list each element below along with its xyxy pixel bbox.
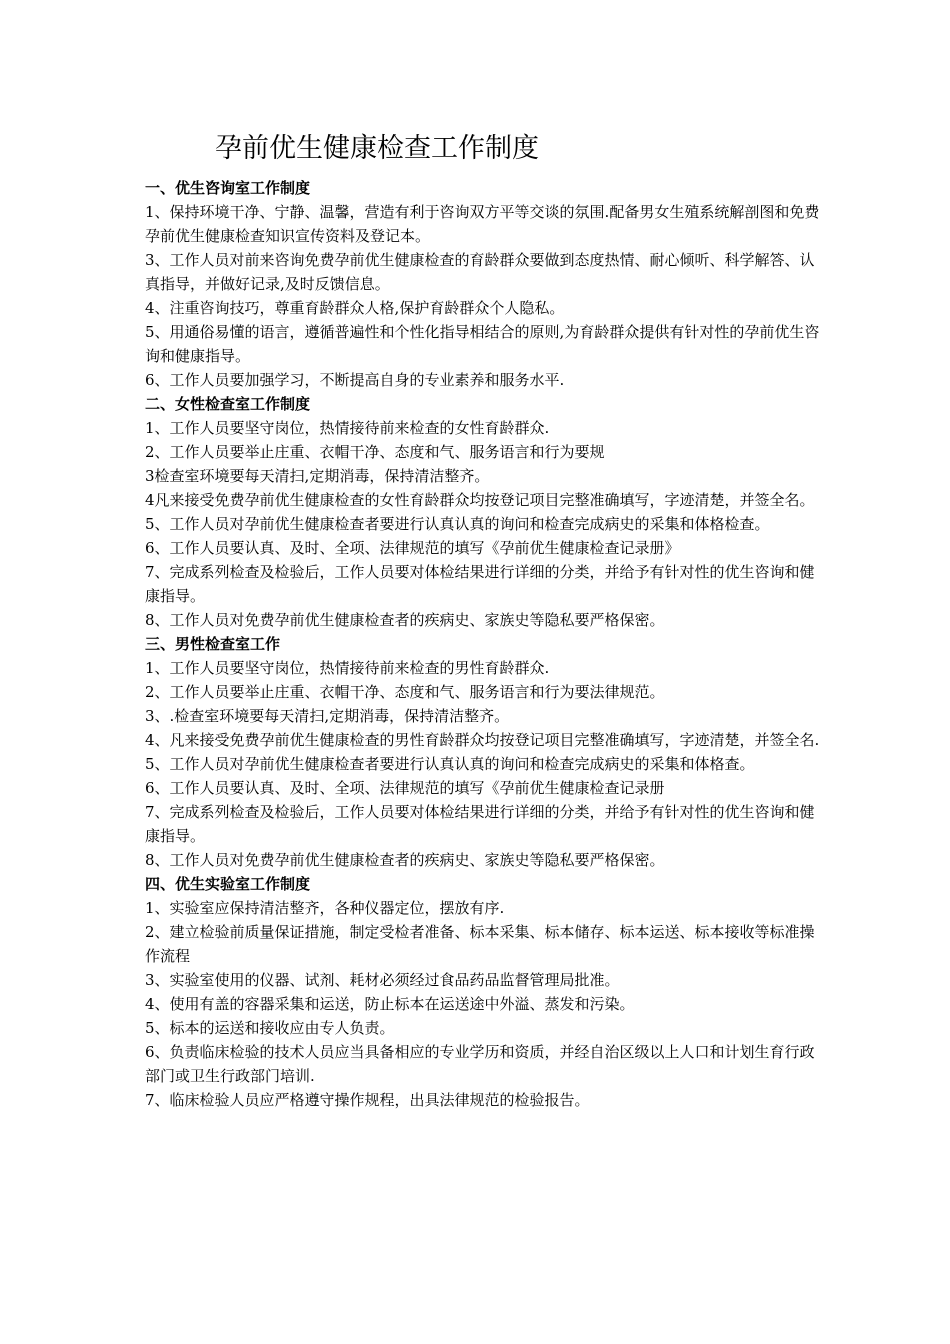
rule-paragraph: 4、注重咨询技巧，尊重育龄群众人格,保护育龄群众个人隐私。	[145, 299, 565, 317]
rule-paragraph: 5、工作人员对孕前优生健康检查者要进行认真认真的询问和检查完成病史的采集和体格检查。	[145, 515, 770, 533]
rule-paragraph: 5、标本的运送和接收应由专人负责。	[145, 1019, 395, 1037]
document-section	[145, 392, 821, 632]
rule-paragraph: 1、保持环境干净、宁静、温馨，营造有利于咨询双方平等交谈的氛围.配备男女生殖系统解剖图和免费孕前优生健康检查知识宣传资料及登记本。	[145, 203, 820, 245]
rule-paragraph: 6、工作人员要认真、及时、全项、法律规范的填写《孕前优生健康检查记录册	[145, 779, 665, 797]
rule-paragraph: 5、用通俗易懂的语言，遵循普遍性和个性化指导相结合的原则,为育龄群众提供有针对性的孕前优生咨询和健康指导。	[145, 323, 820, 365]
section-heading: 一、优生咨询室工作制度	[145, 179, 311, 197]
rule-paragraph: 4、凡来接受免费孕前优生健康检查的男性育龄群众均按登记项目完整准确填写，字迹清楚，并签全名.	[145, 731, 820, 749]
rule-paragraph: 3、.检查室环境要每天清扫,定期消毒，保持清洁整齐。	[145, 707, 510, 725]
rule-paragraph: 6、工作人员要认真、及时、全项、法律规范的填写《孕前优生健康检查记录册》	[145, 539, 680, 557]
rule-paragraph: 4凡来接受免费孕前优生健康检查的女性育龄群众均按登记项目完整准确填写，字迹清楚，并签全名。	[145, 491, 815, 509]
section-heading: 二、女性检查室工作制度	[145, 395, 311, 413]
rule-paragraph: 2、建立检验前质量保证措施，制定受检者准备、标本采集、标本储存、标本运送、标本接收等标准操作流程	[145, 923, 815, 965]
rule-paragraph: 6、负责临床检验的技术人员应当具备相应的专业学历和资质，并经自治区级以上人口和计划生育行政部门或卫生行政部门培训.	[145, 1043, 815, 1085]
page-title: 孕前优生健康检查工作制度	[215, 133, 539, 164]
rule-paragraph: 8、工作人员对免费孕前优生健康检查者的疾病史、家族史等隐私要严格保密。	[145, 851, 665, 869]
rule-paragraph: 2、工作人员要举止庄重、衣帽干净、态度和气、服务语言和行为要规	[145, 443, 605, 461]
rule-paragraph: 1、工作人员要坚守岗位，热情接待前来检查的男性育龄群众.	[145, 659, 550, 677]
rule-paragraph: 3检查室环境要每天清扫,定期消毒，保持清洁整齐。	[145, 467, 490, 485]
rule-paragraph: 1、工作人员要坚守岗位，热情接待前来检查的女性育龄群众.	[145, 419, 550, 437]
rule-paragraph: 7、临床检验人员应严格遵守操作规程，出具法律规范的检验报告。	[145, 1091, 590, 1109]
rule-paragraph: 1、实验室应保持清洁整齐，各种仪器定位，摆放有序.	[145, 899, 505, 917]
document-section	[145, 872, 821, 1112]
section-heading: 三、男性检查室工作	[145, 635, 281, 653]
document-body	[145, 176, 821, 1112]
rule-paragraph: 8、工作人员对免费孕前优生健康检查者的疾病史、家族史等隐私要严格保密。	[145, 611, 665, 629]
section-heading: 四、优生实验室工作制度	[145, 875, 311, 893]
document-section	[145, 176, 821, 392]
document-section	[145, 632, 821, 872]
rule-paragraph: 3、工作人员对前来咨询免费孕前优生健康检查的育龄群众要做到态度热情、耐心倾听、科学解答、认真指导，并做好记录,及时反馈信息。	[145, 251, 815, 293]
rule-paragraph: 4、使用有盖的容器采集和运送，防止标本在运送途中外溢、蒸发和污染。	[145, 995, 635, 1013]
rule-paragraph: 7、完成系列检查及检验后，工作人员要对体检结果进行详细的分类，并给予有针对性的优生咨询和健康指导。	[145, 803, 815, 845]
rule-paragraph: 3、实验室使用的仪器、试剂、耗材必须经过食品药品监督管理局批准。	[145, 971, 620, 989]
rule-paragraph: 6、工作人员要加强学习，不断提高自身的专业素养和服务水平.	[145, 371, 565, 389]
rule-paragraph: 5、工作人员对孕前优生健康检查者要进行认真认真的询问和检查完成病史的采集和体格查。	[145, 755, 755, 773]
rule-paragraph: 7、完成系列检查及检验后，工作人员要对体检结果进行详细的分类，并给予有针对性的优生咨询和健康指导。	[145, 563, 815, 605]
rule-paragraph: 2、工作人员要举止庄重、衣帽干净、态度和气、服务语言和行为要法律规范。	[145, 683, 665, 701]
